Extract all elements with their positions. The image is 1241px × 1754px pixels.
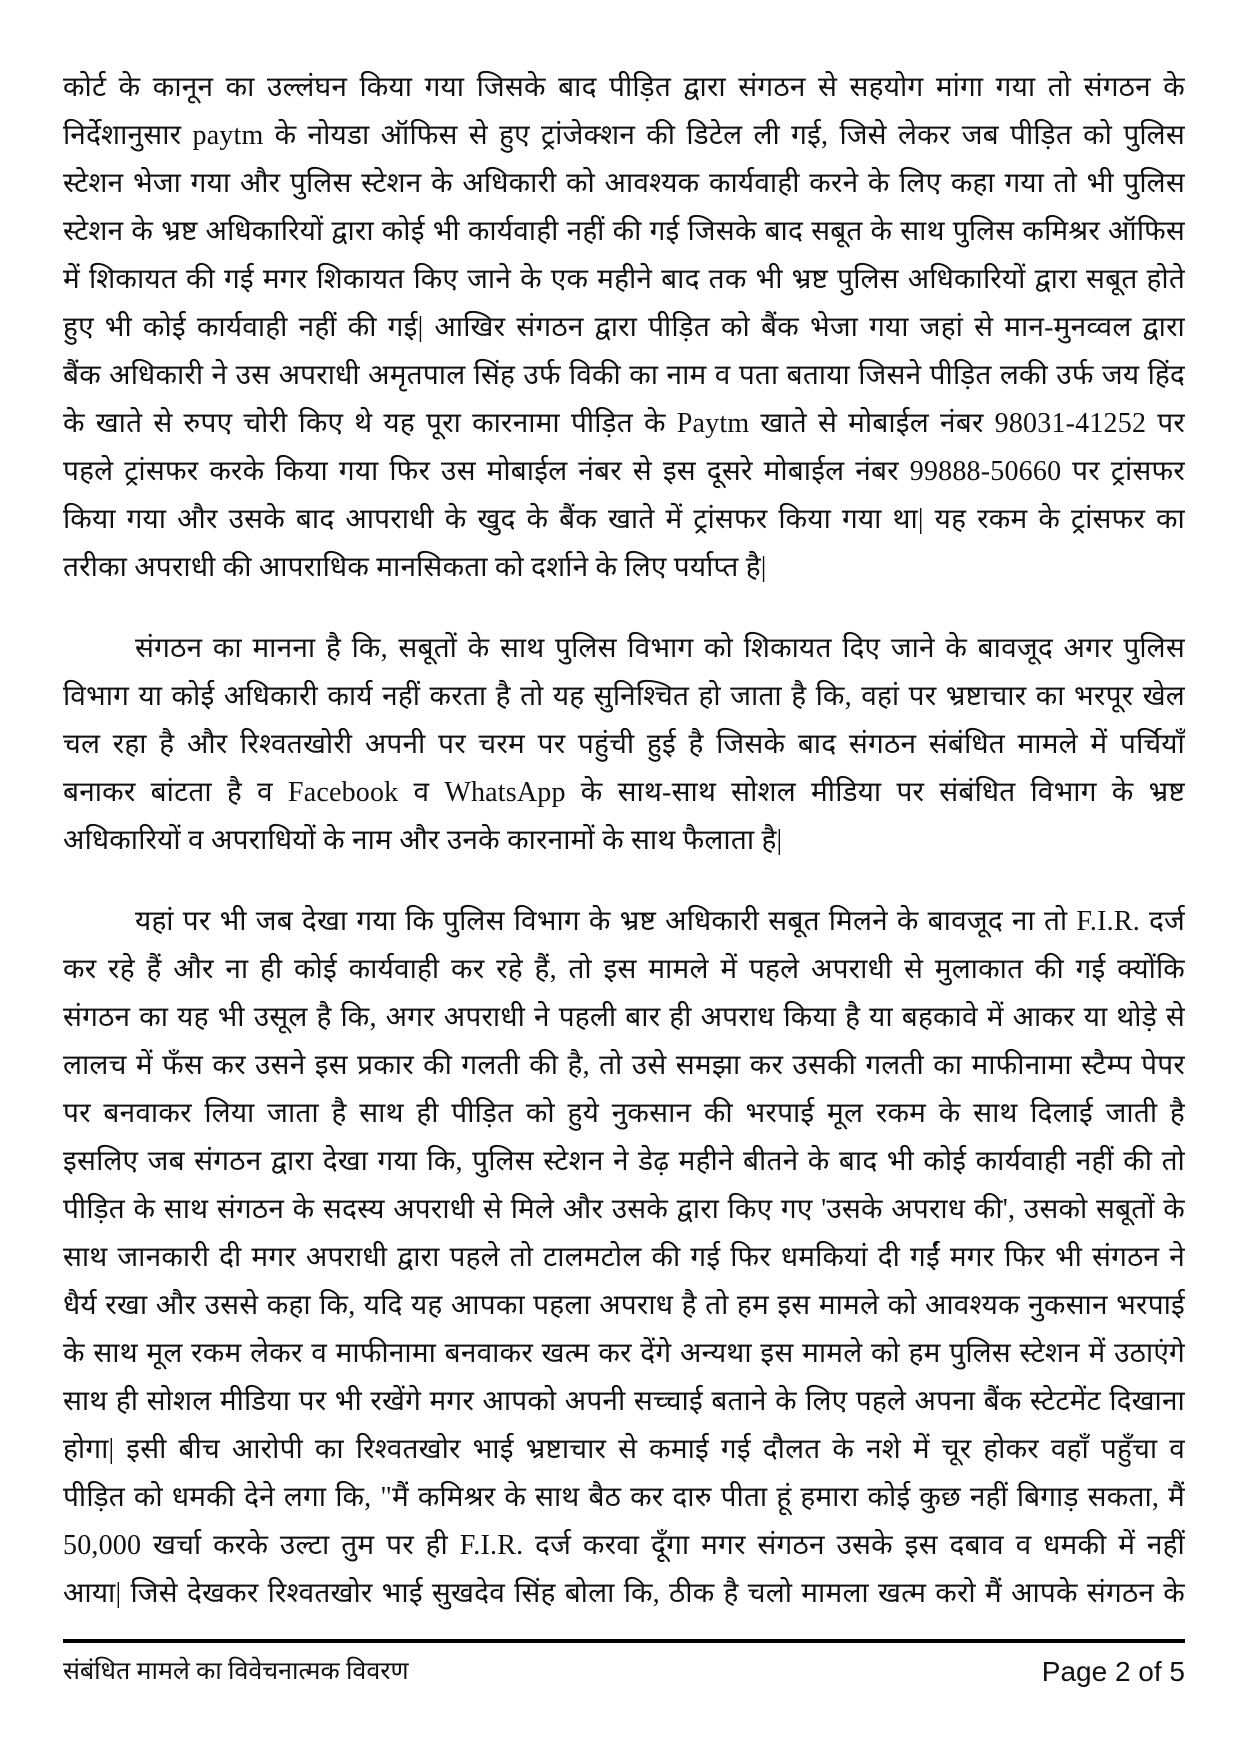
text-line: के साथ मूल रकम लेकर व माफीनामा बनवाकर खत्म कर देंगे अन्यथा इस मामले को हम पुलिस स्टेशन में उठाएंगे	[63, 1338, 1185, 1369]
footer-divider	[63, 1639, 1185, 1643]
text-line: पीड़ित के साथ संगठन के सदस्य अपराधी से मिले और उसके द्वारा किए गए 'उसके अपराध की', उसको सबूतों के	[63, 1194, 1185, 1225]
paragraph	[63, 64, 1185, 592]
text-line: इसलिए जब संगठन द्वारा देखा गया कि, पुलिस स्टेशन ने डेढ़ महीने बीतने के बाद भी कोई कार्यवाही नहीं की तो	[63, 1146, 1185, 1177]
text-line: किया गया और उसके बाद आपराधी के खुद के बैंक खाते में ट्रांसफर किया गया था| यह रकम के ट्रांसफर का	[63, 504, 1185, 535]
page-footer	[63, 1650, 1185, 1694]
text-line: संगठन का मानना है कि, सबूतों के साथ पुलिस विभाग को शिकायत दिए जाने के बावजूद अगर पुलिस	[135, 633, 1185, 664]
text-line: पहले ट्रांसफर करके किया गया फिर उस मोबाईल नंबर से इस दूसरे मोबाईल नंबर 99888-50660 पर ट्रांसफर	[63, 456, 1185, 487]
page-number: Page 2 of 5	[1041, 1656, 1185, 1687]
text-line: में शिकायत की गई मगर शिकायत किए जाने के एक महीने बाद तक भी भ्रष्ट पुलिस अधिकारियों द्वारा सबूत होते	[63, 264, 1185, 295]
text-line: तरीका अपराधी की आपराधिक मानसिकता को दर्शाने के लिए पर्याप्त है|	[63, 552, 767, 583]
text-line: हुए भी कोई कार्यवाही नहीं की गई| आखिर संगठन द्वारा पीड़ित को बैंक भेजा गया जहां से मान-मुनव्वल द्वारा	[63, 312, 1185, 343]
text-line: 50,000 खर्चा करके उल्टा तुम पर ही F.I.R. दर्ज करवा दूँगा मगर संगठन उसके इस दबाव व धमकी में नहीं	[63, 1530, 1185, 1561]
text-line: यहां पर भी जब देखा गया कि पुलिस विभाग के भ्रष्ट अधिकारी सबूत मिलने के बावजूद ना तो F.I.R. दर्ज	[135, 906, 1185, 937]
text-line: पीड़ित को धमकी देने लगा कि, "मैं कमिश्रर के साथ बैठ कर दारु पीता हूं हमारा कोई कुछ नहीं बिगाड़ सकता, मैं	[63, 1482, 1185, 1513]
document-body	[63, 64, 1185, 1618]
text-line: बैंक अधिकारी ने उस अपराधी अमृतपाल सिंह उर्फ विकी का नाम व पता बताया जिसने पीड़ित लकी उर्फ जय हिंद	[63, 360, 1185, 391]
text-line: साथ ही सोशल मीडिया पर भी रखेंगे मगर आपको अपनी सच्चाई बताने के लिए पहले अपना बैंक स्टेटमेंट दिखाना	[63, 1386, 1185, 1417]
text-line: स्टेशन भेजा गया और पुलिस स्टेशन के अधिकारी को आवश्यक कार्यवाही करने के लिए कहा गया तो भी पुलिस	[63, 168, 1185, 199]
text-line: अधिकारियों व अपराधियों के नाम और उनके कारनामों के साथ फैलाता है|	[63, 825, 783, 856]
text-line: होगा| इसी बीच आरोपी का रिश्वतखोर भाई भ्रष्टाचार से कमाई गई दौलत के नशे में चूर होकर वहाँ पहुँचा व	[63, 1434, 1185, 1465]
footer-document-title: संबंधित मामले का विवेचनात्मक विवरण	[63, 1658, 409, 1685]
text-line: विभाग या कोई अधिकारी कार्य नहीं करता है तो यह सुनिश्चित हो जाता है कि, वहां पर भ्रष्टाचार का भरपूर खेल	[63, 681, 1185, 712]
text-line: स्टेशन के भ्रष्ट अधिकारियों द्वारा कोई भी कार्यवाही नहीं की गई जिसके बाद सबूत के साथ पुलिस कमिश्रर ऑफिस	[63, 216, 1185, 247]
text-line: लालच में फँस कर उसने इस प्रकार की गलती की है, तो उसे समझा कर उसकी गलती का माफीनामा स्टैम्प पेपर	[63, 1050, 1185, 1081]
text-line: साथ जानकारी दी मगर अपराधी द्वारा पहले तो टालमटोल की गई फिर धमकियां दी गईं मगर फिर भी संगठन ने	[63, 1242, 1185, 1273]
text-line: धैर्य रखा और उससे कहा कि, यदि यह आपका पहला अपराध है तो हम इस मामले को आवश्यक नुकसान भरपाई	[63, 1290, 1185, 1321]
text-line: बनाकर बांटता है व Facebook व WhatsApp के साथ-साथ सोशल मीडिया पर संबंधित विभाग के भ्रष्ट	[63, 777, 1185, 808]
text-line: के खाते से रुपए चोरी किए थे यह पूरा कारनामा पीड़ित के Paytm खाते से मोबाईल नंबर 98031-41252 पर	[63, 408, 1185, 439]
text-line: चल रहा है और रिश्वतखोरी अपनी पर चरम पर पहुंची हुई है जिसके बाद संगठन संबंधित मामले में पर्चियाँ	[63, 729, 1185, 760]
text-line: कोर्ट के कानून का उल्लंघन किया गया जिसके बाद पीड़ित द्वारा संगठन से सहयोग मांगा गया तो संगठन के	[63, 72, 1185, 103]
text-line: पर बनवाकर लिया जाता है साथ ही पीड़ित को हुये नुकसान की भरपाई मूल रकम के साथ दिलाई जाती है	[63, 1098, 1185, 1129]
paragraph	[63, 625, 1185, 865]
paragraph	[63, 898, 1185, 1618]
text-line: संगठन का यह भी उसूल है कि, अगर अपराधी ने पहली बार ही अपराध किया है या बहकावे में आकर या थोड़े से	[63, 1002, 1185, 1033]
text-line: आया| जिसे देखकर रिश्वतखोर भाई सुखदेव सिंह बोला कि, ठीक है चलो मामला खत्म करो मैं आपके संगठन के	[63, 1578, 1185, 1609]
text-line: कर रहे हैं और ना ही कोई कार्यवाही कर रहे हैं, तो इस मामले में पहले अपराधी से मुलाकात की गई क्योंकि	[63, 954, 1185, 985]
text-line: निर्देशानुसार paytm के नोयडा ऑफिस से हुए ट्रांजेक्शन की डिटेल ली गई, जिसे लेकर जब पीड़ित को पुलिस	[63, 120, 1185, 151]
